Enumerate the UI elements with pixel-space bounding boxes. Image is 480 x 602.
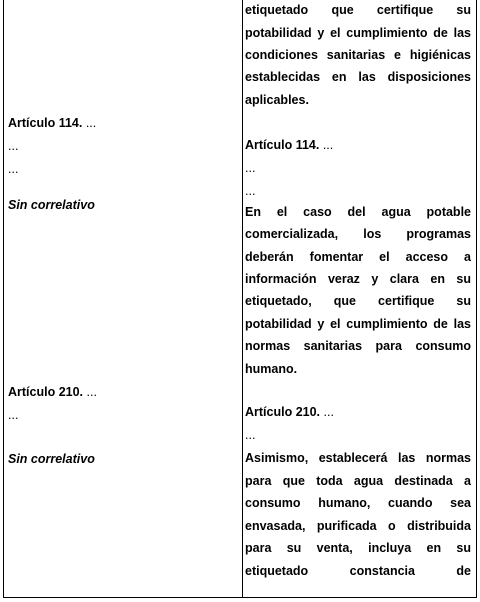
right-art114-new-line: humano. — [245, 362, 298, 376]
right-art114-new-line: normas sanitarias para consumo — [245, 339, 471, 353]
right-continued-line: establecidas en las disposiciones — [245, 70, 471, 84]
right-art114-heading: Artículo 114. — [245, 138, 320, 152]
right-art210-new-line: etiquetado constancia de — [245, 564, 471, 578]
right-art114-new-line: deberán fomentar el acceso a — [245, 250, 471, 264]
column-divider — [242, 0, 243, 597]
right-art210-new-line: Asimismo, establecerá las normas — [245, 451, 471, 465]
right-continued-line: potabilidad y el cumplimiento de las — [245, 26, 471, 40]
left-art114 — [8, 115, 96, 131]
left-art210 — [8, 384, 97, 400]
right-art210-new-line: envasada, purificada o distribuida — [245, 519, 471, 533]
right-art210-heading: Artículo 210. — [245, 405, 321, 419]
right-art114-ellipsis: ... — [322, 138, 334, 152]
right-continued-line: aplicables. — [245, 93, 309, 107]
right-art114 — [245, 137, 333, 153]
right-art114-new-line: etiquetado, que certifique su — [245, 294, 471, 308]
right-art210-ellipsis: ... — [323, 405, 334, 419]
right-art114-line2: ... — [245, 161, 256, 175]
right-art114-new-line: comercializada, los programas — [245, 227, 471, 241]
left-art114-line3: ... — [8, 162, 19, 176]
left-art114-heading: Artículo 114. — [8, 116, 83, 130]
right-art114-new-line: potabilidad y el cumplimiento de las — [245, 317, 471, 331]
left-sin-correlativo-1: Sin correlativo — [8, 198, 95, 212]
right-art210-new-line: consumo humano, cuando sea — [245, 496, 471, 510]
right-art210-new-line: para que toda agua destinada a — [245, 474, 471, 488]
left-art210-line2: ... — [8, 408, 19, 422]
right-art114-new-line: En el caso del agua potable — [245, 205, 471, 219]
right-art210-new-line: para su venta, incluya en su — [245, 541, 471, 555]
right-art114-line3: ... — [245, 184, 256, 198]
left-art114-ellipsis: ... — [85, 116, 97, 130]
right-continued-line: etiquetado que certifique su — [245, 3, 471, 17]
right-art210 — [245, 404, 334, 420]
left-art114-line2: ... — [8, 139, 19, 153]
left-art210-ellipsis: ... — [86, 385, 97, 399]
left-sin-correlativo-2: Sin correlativo — [8, 452, 95, 466]
right-art210-line2: ... — [245, 428, 256, 442]
right-art114-new-line: información veraz y clara en su — [245, 272, 471, 286]
right-continued-line: condiciones sanitarias e higiénicas — [245, 48, 471, 62]
left-art210-heading: Artículo 210. — [8, 385, 84, 399]
